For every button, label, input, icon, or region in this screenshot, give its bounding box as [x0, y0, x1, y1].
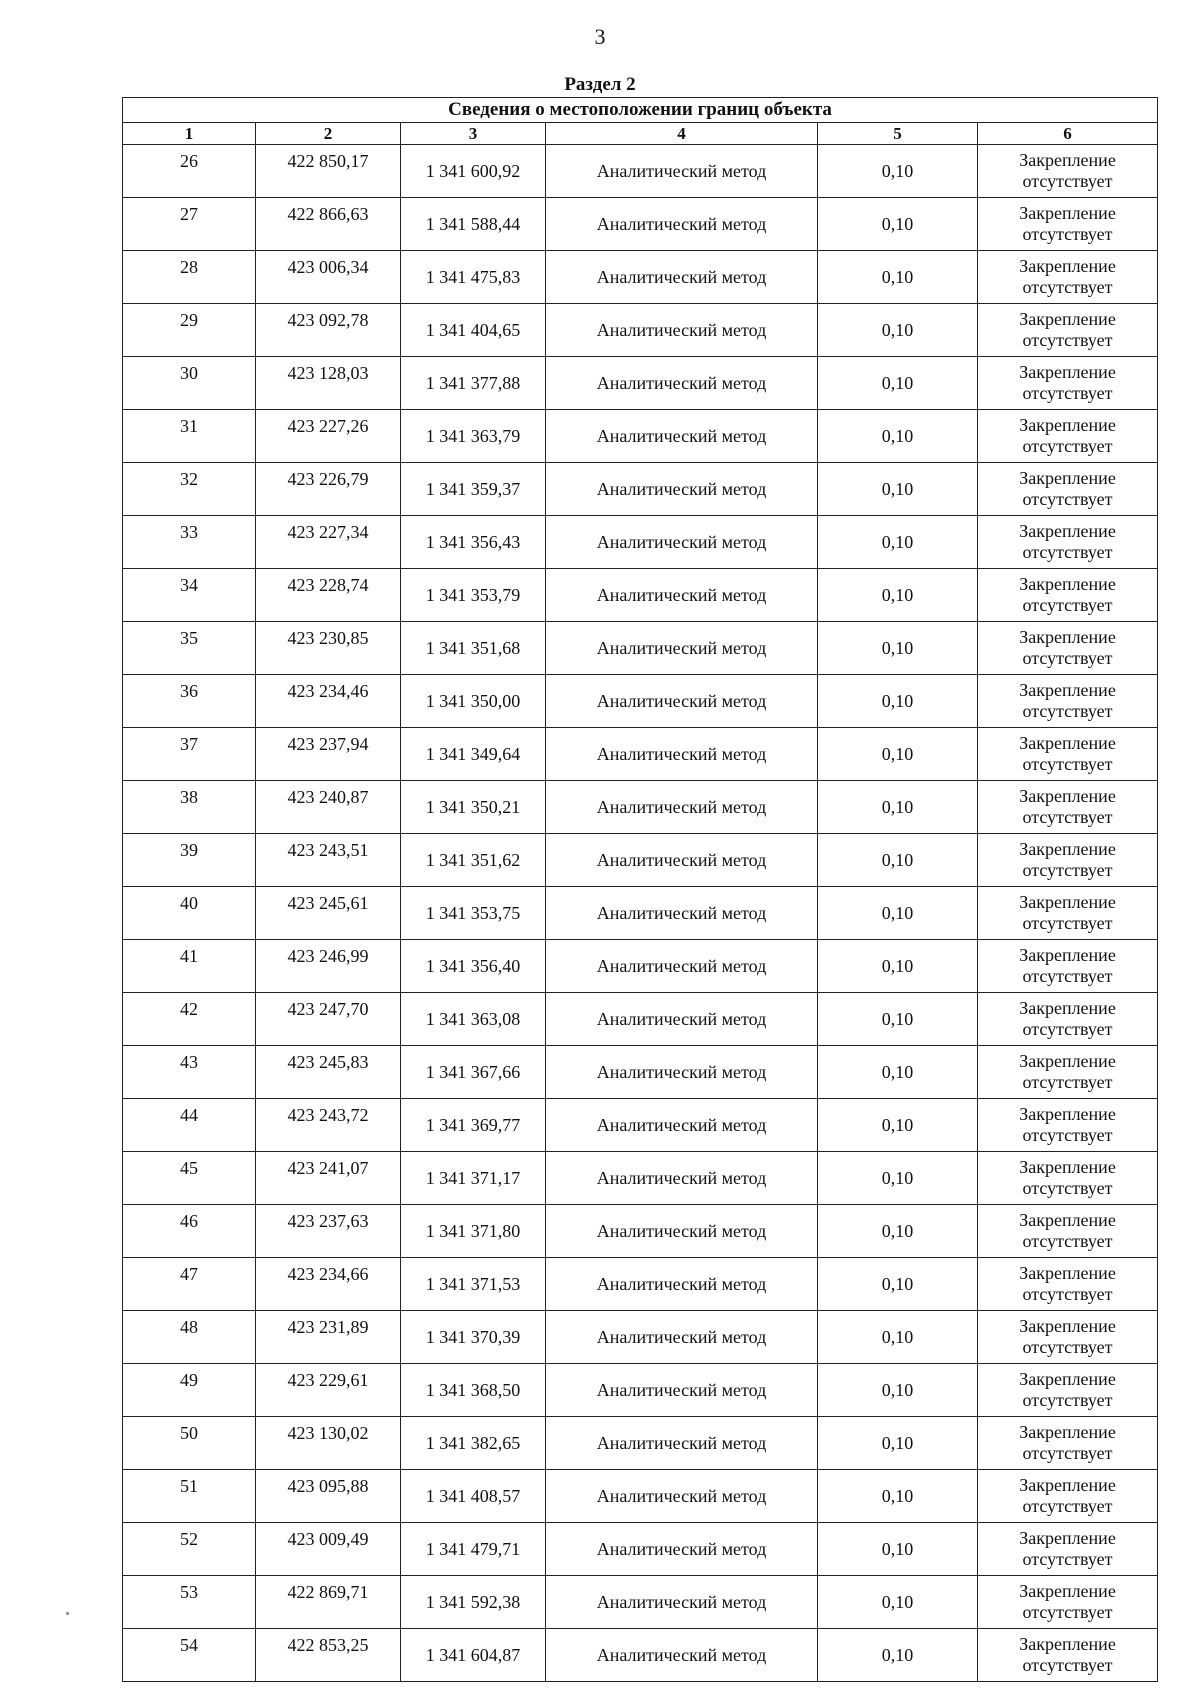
y-coordinate-cell: 1 341 377,88 — [401, 357, 546, 410]
x-coordinate-cell: 423 246,99 — [256, 940, 401, 993]
point-number-cell: 53 — [123, 1576, 256, 1629]
method-cell: Аналитический метод — [546, 993, 818, 1046]
point-number-cell: 27 — [123, 198, 256, 251]
accuracy-cell: 0,10 — [818, 887, 978, 940]
x-coordinate-cell: 423 092,78 — [256, 304, 401, 357]
y-coordinate-cell: 1 341 371,17 — [401, 1152, 546, 1205]
y-coordinate-cell: 1 341 359,37 — [401, 463, 546, 516]
column-header-row — [123, 123, 1158, 145]
fixing-description-cell: Закрепление отсутствует — [978, 622, 1158, 675]
table-row — [123, 728, 1158, 781]
column-header-1: 1 — [123, 123, 256, 145]
point-number-cell: 26 — [123, 145, 256, 198]
table-row — [123, 145, 1158, 198]
x-coordinate-cell: 423 006,34 — [256, 251, 401, 304]
method-cell: Аналитический метод — [546, 251, 818, 304]
point-number-cell: 44 — [123, 1099, 256, 1152]
column-header-2: 2 — [256, 123, 401, 145]
method-cell: Аналитический метод — [546, 410, 818, 463]
method-cell: Аналитический метод — [546, 1152, 818, 1205]
y-coordinate-cell: 1 341 363,08 — [401, 993, 546, 1046]
table-row — [123, 1629, 1158, 1682]
point-number-cell: 46 — [123, 1205, 256, 1258]
x-coordinate-cell: 423 241,07 — [256, 1152, 401, 1205]
x-coordinate-cell: 423 237,94 — [256, 728, 401, 781]
point-number-cell: 45 — [123, 1152, 256, 1205]
fixing-description-cell: Закрепление отсутствует — [978, 1417, 1158, 1470]
accuracy-cell: 0,10 — [818, 728, 978, 781]
y-coordinate-cell: 1 341 404,65 — [401, 304, 546, 357]
fixing-description-cell: Закрепление отсутствует — [978, 675, 1158, 728]
point-number-cell: 33 — [123, 516, 256, 569]
method-cell: Аналитический метод — [546, 1576, 818, 1629]
y-coordinate-cell: 1 341 351,62 — [401, 834, 546, 887]
accuracy-cell: 0,10 — [818, 940, 978, 993]
y-coordinate-cell: 1 341 479,71 — [401, 1523, 546, 1576]
table-row — [123, 1364, 1158, 1417]
accuracy-cell: 0,10 — [818, 1629, 978, 1682]
column-header-3: 3 — [401, 123, 546, 145]
accuracy-cell: 0,10 — [818, 304, 978, 357]
method-cell: Аналитический метод — [546, 463, 818, 516]
fixing-description-cell: Закрепление отсутствует — [978, 1046, 1158, 1099]
table-row — [123, 622, 1158, 675]
accuracy-cell: 0,10 — [818, 1205, 978, 1258]
accuracy-cell: 0,10 — [818, 357, 978, 410]
table-row — [123, 993, 1158, 1046]
column-header-6: 6 — [978, 123, 1158, 145]
fixing-description-cell: Закрепление отсутствует — [978, 251, 1158, 304]
y-coordinate-cell: 1 341 351,68 — [401, 622, 546, 675]
fixing-description-cell: Закрепление отсутствует — [978, 516, 1158, 569]
x-coordinate-cell: 423 095,88 — [256, 1470, 401, 1523]
point-number-cell: 48 — [123, 1311, 256, 1364]
accuracy-cell: 0,10 — [818, 993, 978, 1046]
x-coordinate-cell: 422 866,63 — [256, 198, 401, 251]
x-coordinate-cell: 423 237,63 — [256, 1205, 401, 1258]
point-number-cell: 29 — [123, 304, 256, 357]
y-coordinate-cell: 1 341 588,44 — [401, 198, 546, 251]
accuracy-cell: 0,10 — [818, 1523, 978, 1576]
table-row — [123, 1417, 1158, 1470]
accuracy-cell: 0,10 — [818, 410, 978, 463]
method-cell: Аналитический метод — [546, 1364, 818, 1417]
method-cell: Аналитический метод — [546, 1470, 818, 1523]
table-row — [123, 834, 1158, 887]
x-coordinate-cell: 423 245,61 — [256, 887, 401, 940]
fixing-description-cell: Закрепление отсутствует — [978, 1205, 1158, 1258]
boundary-coordinates-table — [122, 97, 1158, 1682]
method-cell: Аналитический метод — [546, 834, 818, 887]
method-cell: Аналитический метод — [546, 728, 818, 781]
point-number-cell: 40 — [123, 887, 256, 940]
accuracy-cell: 0,10 — [818, 569, 978, 622]
point-number-cell: 47 — [123, 1258, 256, 1311]
y-coordinate-cell: 1 341 367,66 — [401, 1046, 546, 1099]
page-number: 3 — [594, 24, 606, 49]
fixing-description-cell: Закрепление отсутствует — [978, 834, 1158, 887]
accuracy-cell: 0,10 — [818, 463, 978, 516]
table-row — [123, 251, 1158, 304]
fixing-description-cell: Закрепление отсутствует — [978, 357, 1158, 410]
table-row — [123, 1576, 1158, 1629]
accuracy-cell: 0,10 — [818, 1258, 978, 1311]
y-coordinate-cell: 1 341 408,57 — [401, 1470, 546, 1523]
column-header-5: 5 — [818, 123, 978, 145]
x-coordinate-cell: 423 243,51 — [256, 834, 401, 887]
x-coordinate-cell: 423 231,89 — [256, 1311, 401, 1364]
y-coordinate-cell: 1 341 353,79 — [401, 569, 546, 622]
accuracy-cell: 0,10 — [818, 1470, 978, 1523]
fixing-description-cell: Закрепление отсутствует — [978, 887, 1158, 940]
method-cell: Аналитический метод — [546, 940, 818, 993]
table-row — [123, 1152, 1158, 1205]
table-row — [123, 1099, 1158, 1152]
x-coordinate-cell: 423 228,74 — [256, 569, 401, 622]
fixing-description-cell: Закрепление отсутствует — [978, 1311, 1158, 1364]
y-coordinate-cell: 1 341 371,80 — [401, 1205, 546, 1258]
method-cell: Аналитический метод — [546, 357, 818, 410]
method-cell: Аналитический метод — [546, 145, 818, 198]
point-number-cell: 37 — [123, 728, 256, 781]
x-coordinate-cell: 423 247,70 — [256, 993, 401, 1046]
accuracy-cell: 0,10 — [818, 834, 978, 887]
x-coordinate-cell: 423 234,66 — [256, 1258, 401, 1311]
table-row — [123, 304, 1158, 357]
column-header-4: 4 — [546, 123, 818, 145]
table-row — [123, 1523, 1158, 1576]
y-coordinate-cell: 1 341 356,40 — [401, 940, 546, 993]
accuracy-cell: 0,10 — [818, 622, 978, 675]
table-row — [123, 516, 1158, 569]
y-coordinate-cell: 1 341 370,39 — [401, 1311, 546, 1364]
method-cell: Аналитический метод — [546, 1523, 818, 1576]
y-coordinate-cell: 1 341 369,77 — [401, 1099, 546, 1152]
y-coordinate-cell: 1 341 371,53 — [401, 1258, 546, 1311]
table-row — [123, 781, 1158, 834]
accuracy-cell: 0,10 — [818, 1311, 978, 1364]
table-row — [123, 887, 1158, 940]
y-coordinate-cell: 1 341 382,65 — [401, 1417, 546, 1470]
table-caption-row — [123, 98, 1158, 123]
table-row — [123, 1046, 1158, 1099]
method-cell: Аналитический метод — [546, 1629, 818, 1682]
fixing-description-cell: Закрепление отсутствует — [978, 1576, 1158, 1629]
x-coordinate-cell: 423 128,03 — [256, 357, 401, 410]
y-coordinate-cell: 1 341 363,79 — [401, 410, 546, 463]
fixing-description-cell: Закрепление отсутствует — [978, 1523, 1158, 1576]
x-coordinate-cell: 423 227,26 — [256, 410, 401, 463]
x-coordinate-cell: 422 850,17 — [256, 145, 401, 198]
fixing-description-cell: Закрепление отсутствует — [978, 198, 1158, 251]
fixing-description-cell: Закрепление отсутствует — [978, 1099, 1158, 1152]
accuracy-cell: 0,10 — [818, 1364, 978, 1417]
table-row — [123, 463, 1158, 516]
point-number-cell: 50 — [123, 1417, 256, 1470]
point-number-cell: 35 — [123, 622, 256, 675]
method-cell: Аналитический метод — [546, 1258, 818, 1311]
y-coordinate-cell: 1 341 475,83 — [401, 251, 546, 304]
point-number-cell: 49 — [123, 1364, 256, 1417]
method-cell: Аналитический метод — [546, 1417, 818, 1470]
table-caption: Сведения о местоположении границ объекта — [123, 98, 1158, 123]
point-number-cell: 34 — [123, 569, 256, 622]
table-row — [123, 198, 1158, 251]
point-number-cell: 36 — [123, 675, 256, 728]
point-number-cell: 51 — [123, 1470, 256, 1523]
method-cell: Аналитический метод — [546, 622, 818, 675]
point-number-cell: 28 — [123, 251, 256, 304]
table-row — [123, 1258, 1158, 1311]
accuracy-cell: 0,10 — [818, 1152, 978, 1205]
point-number-cell: 42 — [123, 993, 256, 1046]
method-cell: Аналитический метод — [546, 887, 818, 940]
y-coordinate-cell: 1 341 350,00 — [401, 675, 546, 728]
accuracy-cell: 0,10 — [818, 675, 978, 728]
fixing-description-cell: Закрепление отсутствует — [978, 410, 1158, 463]
fixing-description-cell: Закрепление отсутствует — [978, 1629, 1158, 1682]
x-coordinate-cell: 423 243,72 — [256, 1099, 401, 1152]
x-coordinate-cell: 423 234,46 — [256, 675, 401, 728]
x-coordinate-cell: 423 230,85 — [256, 622, 401, 675]
point-number-cell: 41 — [123, 940, 256, 993]
y-coordinate-cell: 1 341 350,21 — [401, 781, 546, 834]
fixing-description-cell: Закрепление отсутствует — [978, 1258, 1158, 1311]
x-coordinate-cell: 422 853,25 — [256, 1629, 401, 1682]
fixing-description-cell: Закрепление отсутствует — [978, 1364, 1158, 1417]
x-coordinate-cell: 423 240,87 — [256, 781, 401, 834]
point-number-cell: 54 — [123, 1629, 256, 1682]
accuracy-cell: 0,10 — [818, 516, 978, 569]
accuracy-cell: 0,10 — [818, 781, 978, 834]
fixing-description-cell: Закрепление отсутствует — [978, 728, 1158, 781]
method-cell: Аналитический метод — [546, 1311, 818, 1364]
table-row — [123, 1205, 1158, 1258]
y-coordinate-cell: 1 341 349,64 — [401, 728, 546, 781]
point-number-cell: 38 — [123, 781, 256, 834]
table-row — [123, 1470, 1158, 1523]
method-cell: Аналитический метод — [546, 1205, 818, 1258]
point-number-cell: 43 — [123, 1046, 256, 1099]
x-coordinate-cell: 423 227,34 — [256, 516, 401, 569]
fixing-description-cell: Закрепление отсутствует — [978, 304, 1158, 357]
fixing-description-cell: Закрепление отсутствует — [978, 940, 1158, 993]
point-number-cell: 39 — [123, 834, 256, 887]
table-row — [123, 569, 1158, 622]
y-coordinate-cell: 1 341 356,43 — [401, 516, 546, 569]
method-cell: Аналитический метод — [546, 198, 818, 251]
method-cell: Аналитический метод — [546, 516, 818, 569]
y-coordinate-cell: 1 341 353,75 — [401, 887, 546, 940]
y-coordinate-cell: 1 341 600,92 — [401, 145, 546, 198]
accuracy-cell: 0,10 — [818, 1576, 978, 1629]
method-cell: Аналитический метод — [546, 1046, 818, 1099]
table-row — [123, 357, 1158, 410]
accuracy-cell: 0,10 — [818, 1046, 978, 1099]
x-coordinate-cell: 423 226,79 — [256, 463, 401, 516]
y-coordinate-cell: 1 341 604,87 — [401, 1629, 546, 1682]
y-coordinate-cell: 1 341 368,50 — [401, 1364, 546, 1417]
accuracy-cell: 0,10 — [818, 145, 978, 198]
y-coordinate-cell: 1 341 592,38 — [401, 1576, 546, 1629]
x-coordinate-cell: 423 229,61 — [256, 1364, 401, 1417]
fixing-description-cell: Закрепление отсутствует — [978, 993, 1158, 1046]
method-cell: Аналитический метод — [546, 1099, 818, 1152]
table-row — [123, 410, 1158, 463]
x-coordinate-cell: 423 245,83 — [256, 1046, 401, 1099]
fixing-description-cell: Закрепление отсутствует — [978, 463, 1158, 516]
point-number-cell: 32 — [123, 463, 256, 516]
accuracy-cell: 0,10 — [818, 198, 978, 251]
table-row — [123, 1311, 1158, 1364]
fixing-description-cell: Закрепление отсутствует — [978, 145, 1158, 198]
point-number-cell: 30 — [123, 357, 256, 410]
x-coordinate-cell: 423 130,02 — [256, 1417, 401, 1470]
point-number-cell: 52 — [123, 1523, 256, 1576]
x-coordinate-cell: 422 869,71 — [256, 1576, 401, 1629]
fixing-description-cell: Закрепление отсутствует — [978, 1470, 1158, 1523]
accuracy-cell: 0,10 — [818, 251, 978, 304]
scan-speck — [66, 1612, 69, 1615]
method-cell: Аналитический метод — [546, 304, 818, 357]
accuracy-cell: 0,10 — [818, 1099, 978, 1152]
table-row — [123, 940, 1158, 993]
fixing-description-cell: Закрепление отсутствует — [978, 569, 1158, 622]
fixing-description-cell: Закрепление отсутствует — [978, 1152, 1158, 1205]
table-body — [123, 145, 1158, 1682]
table-row — [123, 675, 1158, 728]
accuracy-cell: 0,10 — [818, 1417, 978, 1470]
point-number-cell: 31 — [123, 410, 256, 463]
section-title: Раздел 2 — [564, 74, 636, 95]
fixing-description-cell: Закрепление отсутствует — [978, 781, 1158, 834]
x-coordinate-cell: 423 009,49 — [256, 1523, 401, 1576]
method-cell: Аналитический метод — [546, 675, 818, 728]
method-cell: Аналитический метод — [546, 781, 818, 834]
method-cell: Аналитический метод — [546, 569, 818, 622]
